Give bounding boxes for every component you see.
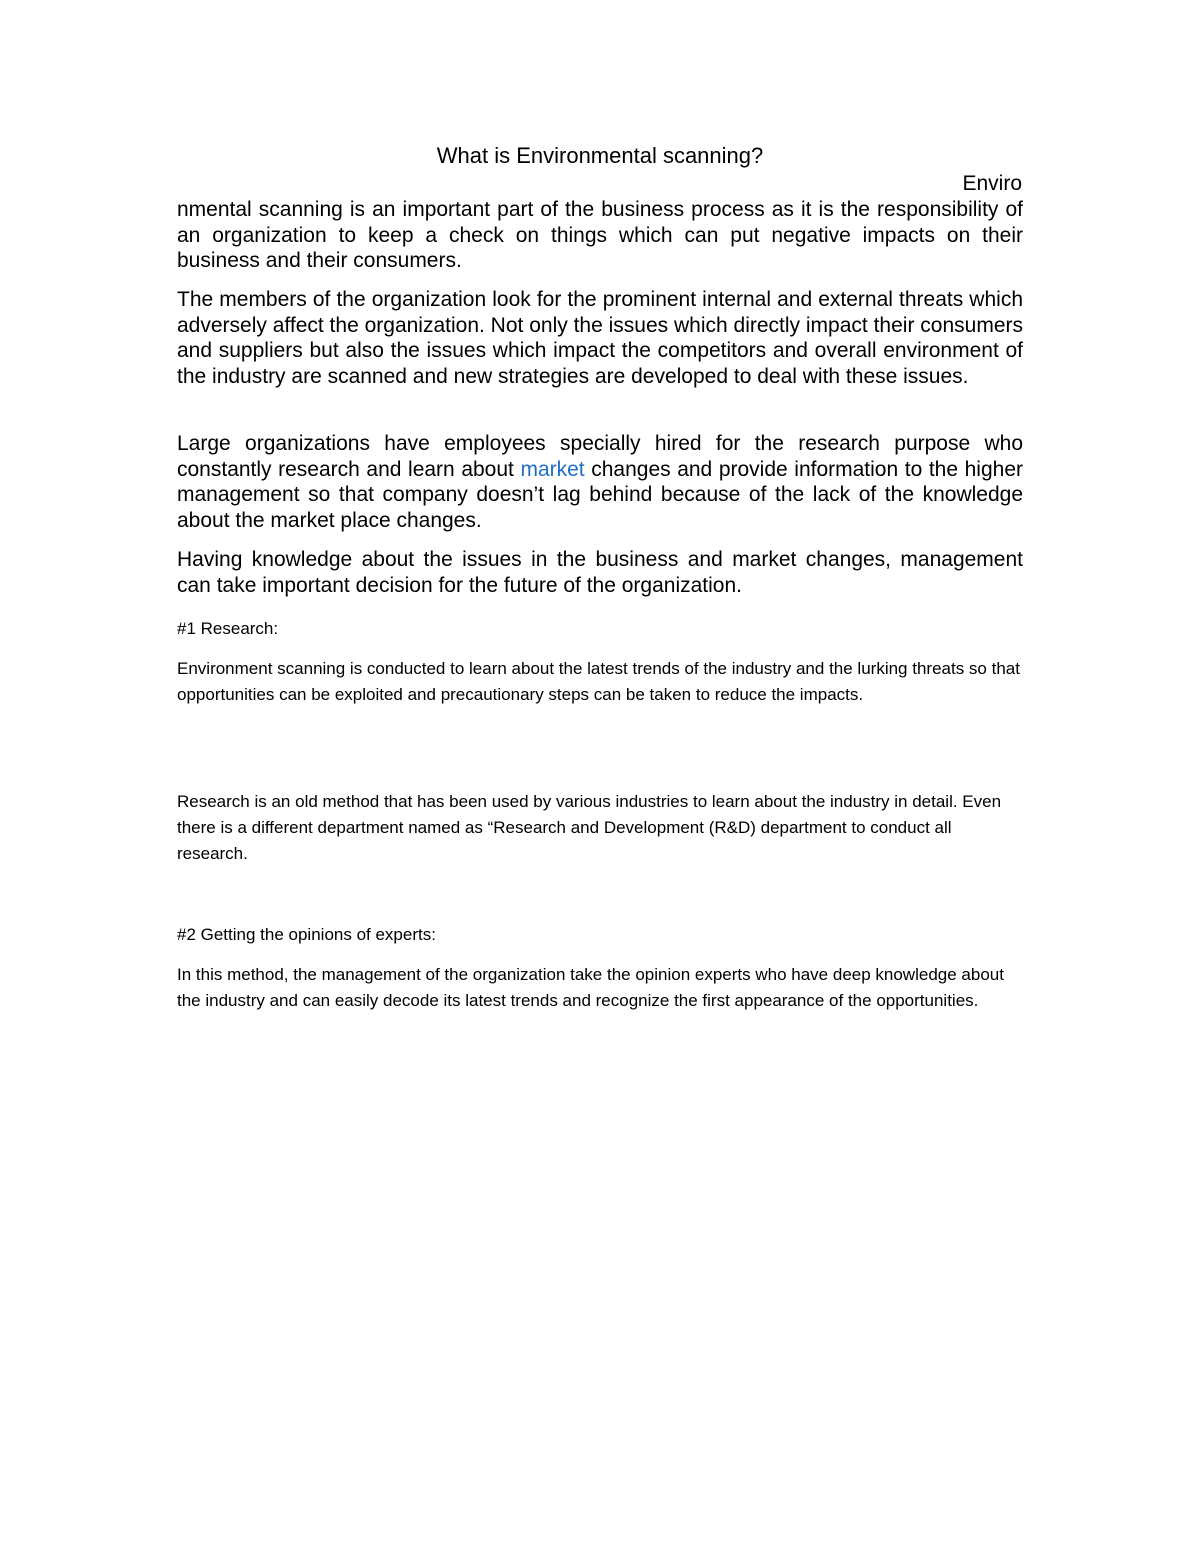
document-title: What is Environmental scanning? xyxy=(436,143,764,168)
paragraph-text-after-link: changes and provide information to the higher management so that company doesn’t lag behind because of the lack of the knowledge about the market place changes. xyxy=(177,457,1023,532)
section-1-heading: #1 Research: xyxy=(177,619,279,638)
members-paragraph: The members of the organization look for the prominent internal and external threats which adversely affect the organization. Not only the issues which directly impact their consumers and suppliers but also the issues which impact the competitors and overall environment of the industry are scanned and new strategies are developed to deal with these issues. xyxy=(177,288,1023,388)
large-organizations-paragraph xyxy=(177,431,1023,533)
paragraph-text-before-link: Large organizations have employees specially hired for the research purpose who constantly research and learn about xyxy=(177,432,1023,481)
section-2-paragraph: In this method, the management of the organization take the opinion experts who have deep knowledge about the industry and can easily decode its latest trends and recognize the first appearance of the opportunities. xyxy=(177,965,1004,1010)
section-1-paragraph-b: Research is an old method that has been used by various industries to learn about the industry in detail. Even there is a different department named as “Research and Development (R&D) department to conduct all research. xyxy=(177,792,1002,863)
section-2-heading: #2 Getting the opinions of experts: xyxy=(177,925,436,944)
knowledge-paragraph: Having knowledge about the issues in the business and market changes, management can take important decision for the future of the organization. xyxy=(177,548,1023,597)
intro-paragraph: nmental scanning is an important part of the business process as it is the responsibility of an organization to keep a check on things which can put negative impacts on their business and their consumers. xyxy=(177,198,1023,272)
market-link[interactable]: market xyxy=(520,457,585,481)
intro-lead-fragment: Enviro xyxy=(962,172,1022,195)
section-1-paragraph-a: Environment scanning is conducted to learn about the latest trends of the industry and the lurking threats so that opportunities can be exploited and precautionary steps can be taken to reduce the impacts. xyxy=(177,659,1020,704)
